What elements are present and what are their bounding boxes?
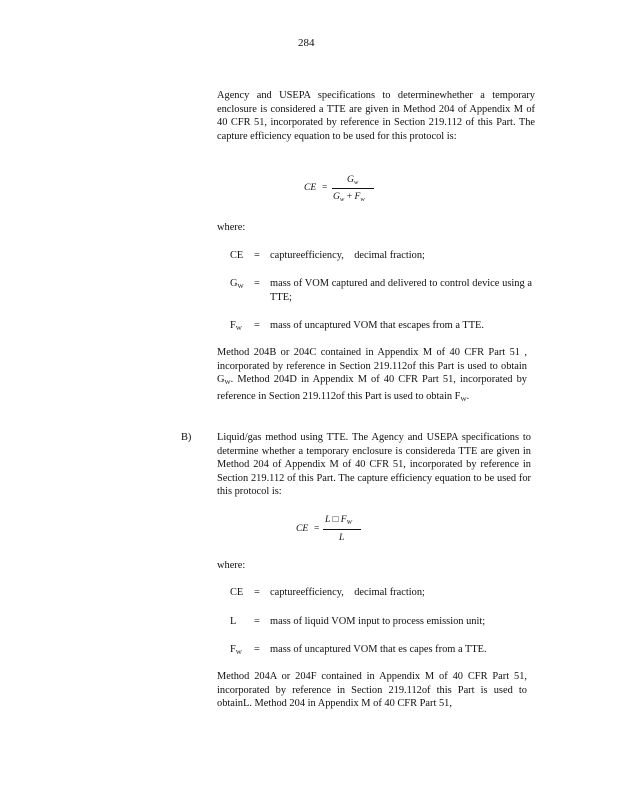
definition-equals: = — [254, 320, 260, 331]
paragraph-tte-specifications: Agency and USEPA specifications to determinewhether a temporary enclosure is considered a TTE are given in Method 204 of Appendix M of 40 CFR 51, incorporated by reference in Section 219.112 of this Part. The capture efficiency equation to be used for this protocol is: — [217, 90, 535, 142]
definition-symbol: $G_W$ — [230, 278, 244, 290]
fraction-bar — [332, 188, 374, 189]
definition-equals: = — [254, 250, 260, 261]
definition-text: mass of liquid VOM input to process emission unit; — [270, 616, 486, 627]
equation-lhs: CE — [296, 523, 309, 534]
definition-equals: = — [254, 616, 260, 627]
fraction-bar — [323, 529, 361, 530]
definition-symbol: $F_W$ — [230, 644, 242, 656]
definition-equals: = — [254, 278, 260, 289]
list-item-label: B) — [181, 432, 192, 443]
equation-equals: = — [322, 182, 328, 193]
page-number: 284 — [298, 37, 315, 49]
equation-numerator: $G_w$ — [347, 174, 359, 186]
equation-numerator: L □ $F_W$ — [325, 514, 353, 526]
paragraph-method-204b: Method 204B or 204C contained in Appendix M of 40 CFR Part 51 , incorporated by reference in Section 219.112of this Part is used to obtain $G_W$. Method 204D in Appendix M of 40 CFR Part 51, incorporated by reference in Section 219.112of this Part is used to obtain $F_W$. — [217, 347, 527, 403]
paragraph-method-204a: Method 204A or 204F contained in Appendix M of 40 CFR Part 51, incorporated by reference in Section 219.112of this Part is used to obtainL. Method 204 in Appendix M of 40 CFR Part 51, — [217, 671, 527, 710]
definition-text: captureefficiency, decimal fraction; — [270, 250, 425, 261]
definition-text: mass of VOM captured and delivered to control device using a TTE; — [270, 278, 532, 303]
paragraph-liquid-gas-method: Liquid/gas method using TTE. The Agency and USEPA specifications to determine whether a temporary enclosure is considereda TTE are given in Method 204 of Appendix M of 40 CFR 51, incorporated by reference in Section 219.112 of this Part. The capture efficiency equation to be used for this protocol is: — [217, 432, 531, 498]
equation-lhs: CE — [304, 182, 317, 193]
where-label: where: — [217, 560, 246, 571]
definition-equals: = — [254, 587, 260, 598]
definition-text: mass of uncaptured VOM that es capes from a TTE. — [270, 644, 487, 655]
equation-gas-gas — [300, 172, 390, 212]
equation-equals: = — [314, 523, 320, 534]
definition-equals: = — [254, 644, 260, 655]
equation-denominator: L — [339, 532, 345, 543]
definition-symbol: L — [230, 616, 237, 627]
equation-liquid-gas — [293, 512, 383, 552]
definition-symbol: CE — [230, 250, 244, 261]
definition-text: captureefficiency, decimal fraction; — [270, 587, 425, 598]
definition-symbol: CE — [230, 587, 244, 598]
definition-text: mass of uncaptured VOM that escapes from a TTE. — [270, 320, 485, 331]
where-label: where: — [217, 222, 246, 233]
equation-denominator: $G_w + F_w$ — [333, 191, 365, 203]
definition-symbol: $F_W$ — [230, 320, 242, 332]
